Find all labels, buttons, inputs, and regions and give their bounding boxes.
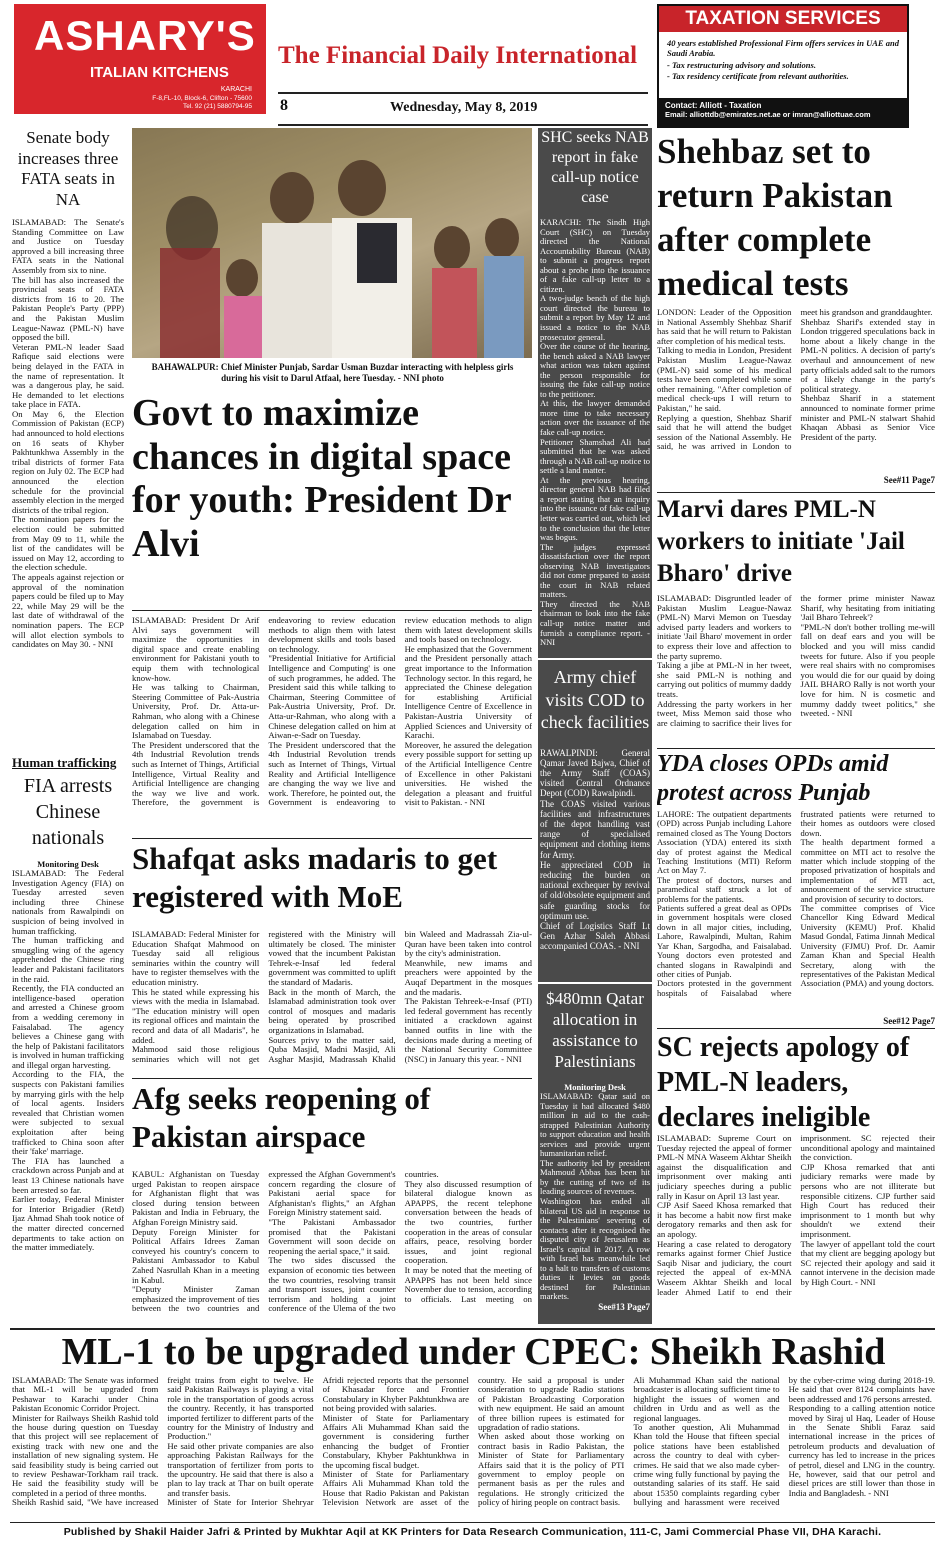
fia-story [12, 755, 124, 1320]
afg-body: KABUL: Afghanistan on Tuesday urged Pakistan to reopen airspace for Afghanistan flight that was closed during tension between Pakistan and India in February, the Afghan Foreign Ministry said. Deputy Foreign Minister for Political Affairs Idrees Zaman conveyed his country's concern to Pakistani Ambassador to Kabul Zahed Nasrullah Khan in a meeting in Kabul. "Deputy Minister Zaman emphasized the improvement of ties between the two countries and expressed the Afghan Government's concern regarding the closure of Pakistani aerial space for Afghanistan's flights," an Afghan Foreign Ministry statement said. "The Pakistani Ambassador promised that the Pakistani Government will soon decide on reopening the aerial space," it said. The two sides discussed the expansion of economic ties between the two countries, resolving transit and transport issues, joint counter terrorism and holding a joint conference of the Ulema of the two countries. They also discussed resumption of bilateral dialogue known as APAPPS, the recent telephone conversation between the heads of the two countries, further cooperation in the areas of consular affairs, peace, resolving border issues, and joint regional cooperation. It may be noted that the meeting of APAPPS has not been held since November due to tension, according to officials. Last meeting on [132, 1169, 532, 1314]
yda-story [657, 748, 935, 1028]
imprint-footer: Published by Shakil Haider Jafri & Printed by Mukhtar Aqil at KK Printers for Data Research Communication, 111-C, Jami Commercial Phase VII, DHA Karachi. [63, 1526, 882, 1538]
ad-city: KARACHI [220, 86, 252, 93]
shc-body: KARACHI: The Sindh High Court (SHC) on Tuesday directed the National Accountability Bureau (NAB) to submit a progress report about a probe into the issuance of a fake call-up letter to a citizen. A two-judge bench of the high court directed the bureau to submit a report by May 12 and issued a notice to the NAB prosecutor general. Over the course of the hearing, the bench asked a NAB lawyer what action was taken against the person responsible for issuing the fake call-up notice to the petitioner. At this, the lawyer demanded more time to take necessary action over the issuance of the fake call-up notice. Petitioner Shamshad Ali had submitted that he was asked through a NAB call-up notice to settle a land matter. At the previous hearing, director general NAB had filed a report stating that an inquiry into the issuance of fake call-up letter was carried out, which led to the conclusion that the letter was bogus. The judges expressed dissatisfaction over the report observing NAB investigators did not come prepared to assist the court in NAB related matters. They directed the NAB chairman to look into the fake call-up notice matter and furnish a compliance report. - NNI [540, 217, 650, 648]
sc-body: ISLAMABAD: Supreme Court on Tuesday rejected the appeal of former PML-N MNA Waseem Akhtar Sheikh against the disqualification and imprisonment over making anti judiciary speeches during a public rally in Kasur on April 13 last year. CJP Asif Saeed Khosa remarked that it has become a habit now first make derogatory remarks and then ask for an apology. Hearing a case related to derogatory remarks against former Chief Justice Saqib Nisar and judiciary, the court rejected the appeal of ex-MNA Waseem Akhtar Sheikh and local leader Ahmed Latif to end their imprisonment. SC rejected their unconditional apology and maintained the conviction. CJP Khosa remarked that anti judiciary remarks were made by persons who are not illiterate but responsible citizens. CJP further said High Court has reduced their imprisonment to 1 month but why shouldn't we extend their imprisonment. The lawyer of appellant told the court that my client are begging apology but SC rejected their apology and said it cannot intervene in the decision made by High Court. - NNI [657, 1133, 935, 1297]
army-headline: Army chief visits COD to check facilities [540, 667, 650, 732]
afg-story [132, 1078, 532, 1323]
alvi-story [132, 392, 532, 837]
tax-ad-title: TAXATION SERVICES [659, 6, 907, 32]
fia-body: ISLAMABAD: The Federal Investigation Agency (FIA) on Tuesday arrested seven including three Chinese nationals from Rawalpindi on suspicion of being involved in human trafficking. The human trafficking and smuggling wing of the agency apprehended the Chinese ring leader and Pakistani facilitators in the raid. Recently, the FIA conducted an intelligence-based operation and arrested a Chinese groom from a wedding ceremony in Faisalabad. The agency believes a Chinese gang with the help of Pakistani facilitators is involved in human trafficking and illegal organ harvesting. According to the FIA, the suspects con Pakistani families by marrying girls with the help of local agents. Insiders revealed that Christian women were subjected to sexual exploitation after being trafficked to China soon after their 'fake' marriage. The FIA has launched a crackdown across Punjab and at least 13 Chinese nationals have been arrested so far. Earlier today, Federal Minister for Interior Brigadier (Retd) Ijaz Ahmad Shah took notice of the matter directed concerned departments to take action on the matter immediately. [12, 868, 124, 1253]
fia-kicker: Human trafficking [12, 755, 117, 770]
shehbaz-continued: See#11 Page7 [883, 475, 935, 485]
photo-figures [132, 128, 532, 358]
afg-headline: Afg seeks reopening of Pakistan airspace [132, 1081, 431, 1154]
senate-headline: Senate body increases three FATA seats in NA [17, 128, 119, 209]
marvi-headline: Marvi dares PML-N workers to initiate 'Jail Bharo' drive [657, 496, 905, 587]
tax-ad-line2: - Tax restructuring advisory and solutions. [667, 60, 816, 70]
shc-headline: SHC seeks NAB report in fake call-up notice case [541, 129, 649, 206]
fia-headline: FIA arrests Chinese nationals [23, 775, 113, 849]
tax-ad-email: Email: alliottdb@emirates.net.ae or imran@alliottuae.com [665, 110, 871, 119]
shafqat-story [132, 838, 532, 1073]
shc-story [538, 128, 652, 658]
sc-story [657, 1028, 935, 1328]
ml1-body: ISLAMABAD: The Senate was informed that ML-1 will be upgraded from Peshawar to Karachi under China Pakistan Economic Corridor Project. Minister for Railways Sheikh Rashid told the house during question on Tuesday that this project will see replacement of existing track with new one and the installation of new signaling system. He said feasibility study is being carried out to review Peshawar-Torkham rail track. He said the feasibility study will be completed in a period of three months. Sheikh Rashid said, "We have increased freight trains from eight to twelve. He said Pakistan Railways is playing a vital role in the transportation of goods across the country. Recently, it has transported imported fertilizer to different parts of the country for the Ministry of Industry and Production." He said other private companies are also approaching Pakistan Railways for the transportation of fertilizer from ports to the upcountry. He said that there is also a plan to lay track at Thar on built operate and transfer basis. Minister of State for Interior Shehryar Afridi rejected reports that the personnel of Khasadar force and Frontier Constabulary in Khyber Pakhtunkhwa are not being provided with salaries. Minister of State for Parliamentary Affairs Ali Muhammad Khan said the government is considering further enhancing the budget of Frontier Constabulary, Khyber Pakhtunkhwa in the upcoming fiscal budget. Minister of State for Parliamentary Affairs Ali Muhammad Khan told the House that Radio Pakistan and Pakistan Television Network are asset of the country. He said a proposal is under consideration to upgrade Radio stations of Pakistan Broadcasting Corporation with new equipment. He said an amount of three billion rupees is estimated for upgradation of radio stations. When asked about those working on contract basis in Radio Pakistan, the Minister of State for Parliamentary Affairs said that it is the policy of PTI government to employ people on permanent basis as per the rules and regulations. He strongly criticized the policy of hiring people on contract basis. Ali Muhammad Khan said the national broadcaster is allocating sufficient time to highlight the issues of women and children in Urdu and as well as the regional languages. To another question, Ali Muhammad Khan told the House that fifteen special police stations have been established across the country to deal with cyber-crimes. He said that we also made cyber-crime wing fully functional by paying the outstanding salaries of its staff. He said about 15350 complaints regarding cyber bullying and harassment were received by the cyber-crime wing during 2018-19. He said that over 8124 complaints have been addressed and 176 persons arrested. Responding to a calling attention notice moved by Siraj ul Haq, Leader of House in the Senate Shibli Faraz said international increase in the prices of petroleum products and devaluation of currency has led to increase in the prices of petrol, diesel and LNG in the country. He, however, said that our petrol and diesel prices are still lower than those in India and Bangladesh. - NNI [12, 1375, 935, 1508]
shehbaz-body: LONDON: Leader of the Opposition in National Assembly Shehbaz Sharif has said that he will return to Pakistan after completion of his medical tests. Talking to media in London, President Pakistan Muslim League-Nawaz (PML-N) said some of his medical tests have been completed while some other remaining. "After completion of medical check-ups I will return to Pakistan," he said. Replying a question, Shehbaz Sharif said that he will attend the budget session of the National Assembly. He said, he was arrived in London to meet his grandson and granddaughter. Shehbaz Sharif's extended stay in London triggered speculations back in home about a likely change in the PML-N politics. A decision of party's overhaul and announcement of new party officials added salt to the rumors of a likely change in the party's political strategy. Shehbaz Sharif in a statement announced to nominate former prime minister and PML-N stalwart Shahid Khaqan Abbasi as Senior Vice President of the party. [657, 307, 935, 452]
ml1-headline: ML-1 to be upgraded under CPEC: Sheikh Rashid [61, 1331, 886, 1373]
shafqat-headline: Shafqat asks madaris to get registered with MoE [132, 841, 498, 914]
tax-ad-line1: 40 years established Professional Firm offers services in UAE and Saudi Arabia. [667, 38, 899, 58]
qatar-byline: Monitoring Desk [564, 1082, 626, 1092]
shehbaz-headline: Shehbaz set to return Pakistan after complete medical tests [657, 132, 893, 303]
yda-headline: YDA closes OPDs amid protest across Punjab [657, 751, 889, 806]
issue-date: Wednesday, May 8, 2019 [390, 100, 538, 115]
senate-body: ISLAMABAD: The Senate's Standing Committee on Law and Justice on Tuesday approved a bill increasing three FATA seats in the National Assembly from six to nine. The bill has also increased the provincial seats of FATA districts from 16 to 20. The Pakistan People's Party (PPP) and the Pakistan Muslim League-Nawaz (PML-N) have opposed the bill. Veteran PML-N leader Saad Rafique said elections were being delayed in the FATA in the name of representation. It was a dangerous play, he said. He demanded to let elections take place in FATA. On May 6, the Election Commission of Pakistan (ECP) had announced to hold elections on 16 seats of Khyber Pakhtunkhwa Assembly in the tribal districts of former Fata region on July 02. The ECP had announced the election schedule for the provincial assembly election in the merged districts of the tribal region. The nomination papers for the election could be submitted from May 09 to 11, while the list of the candidates will be issued on May 12, according to the election schedule. The appeals against rejection or approval of the nomination papers could be filed up to May 22, while May 29 will be the last date of withdrawal of the nomination papers. The ECP will allot election symbols to candidates on May 30. - NNI [12, 217, 124, 650]
alvi-headline: Govt to maximize chances in digital space for youth: President Dr Alvi [132, 392, 511, 565]
ml1-story [12, 1330, 935, 1520]
marvi-story [657, 492, 935, 752]
masthead-title: The Financial Daily International [278, 42, 638, 69]
shafqat-body: ISLAMABAD: Federal Minister for Education Shafqat Mahmood on Tuesday said all religious seminaries within the country will have to register themselves with the education ministry. This he stated while expressing his views with the media in Islamabad. "The education ministry will open its regional offices and maintain the record and data of all Madaris", he added. Mahmood said those religious seminaries which will not get registered with the Ministry will ultimately be closed. The minister vowed that the incumbent Pakistan Tehrek-e-Insaf led federal government was committed to uplift the standard of Madaris. Back in the month of March, the Islamabad administration took over control of mosques and madaris being operated by proscribed organizations in Islamabad. Sources privy to the matter said, Quba Masjid, Madni Masjid, Ali Asghar Masjid, Madrassah Khalid bin Waleed and Madrassah Zia-ul-Quran have been taken into control by the city's administration. Meanwhile, new imams and preachers were appointed by the Auqaf Department in the mosques and the madaris. The Pakistan Tehreek-e-Insaf (PTI) led federal government has recently initiated a crackdown against banned outfits in line with the decisions made during a meeting of the National Security Committee (NSC) in January this year. - NNI [132, 929, 532, 1064]
tax-ad-contact: Contact: Alliott - Taxation [665, 101, 762, 110]
qatar-headline: $480mn Qatar allocation in assistance to Palestinians [546, 989, 644, 1071]
army-body: RAWALPINDI: General Qamar Javed Bajwa, Chief of the Army Staff (COAS) visited Central Ordnance Depot (COD) Rawalpindi. The COAS visited various facilities and infrastructures of the depot handling vast range of specialised equipment and clothing items for Army. He appreciated COD in reducing the burden on national exchequer by revival of old/obsolete equipment and safe guarding stocks for optimum use. Chief of Logistics Staff Lt Gen Azhar Saleh Abbasi accompanied COAS. - NNI [540, 747, 650, 952]
qatar-continued: See#13 Page7 [598, 1302, 650, 1313]
page-number: 8 [280, 97, 288, 114]
qatar-story [538, 984, 652, 1324]
yda-body: LAHORE: The outpatient departments (OPD) across Punjab including Lahore remained closed as The Young Doctors Association (YDA) entered its sixth day of protest against the Medical Teaching Institutions (MTI) Reform Act on May 7. The protest of doctors, nurses and paramedical staff struck a lot of problems for the patients. Patients suffered a great deal as OPDs in government hospitals were closed down in all major cities, including, Lahore, Rawalpindi, Multan, Rahim Yar Khan, Sargodha, and Faisalabad. Young doctors even protested and chanted slogans in Rawalpindi and other cities of Punjab. Doctors protested in the government hospitals of Faisalabad where frustrated patients were returned to their homes as outdoors were closed down. The health department formed a committee on MTI act to resolve the matter which include stopping of the proposed privatization of hospitals and implementation of MTI act, announcement of the service structure and provision of security to doctors. The committee comprises of Vice Chancellor King Edward Medical University (KEMU) Prof. Khalid Masud Gondal, Fatima Jinnah Medical University (FJMU) Prof. Dr. Aamir Zaman Khan and Special Health Secretary, along with the representatives of the Pakistan Medical Association (PMA) and young doctors. [657, 809, 935, 998]
yda-continued: See#12 Page7 [883, 1016, 935, 1026]
ad-brand: ASHARY'S [34, 12, 256, 59]
army-story [538, 660, 652, 982]
alvi-body: ISLAMABAD: President Dr Arif Alvi says government will maximize the opportunities in digital space and create enabling environment for Pakistani youth to equip them with technological know-how. He was talking to Chairman, Steering Committee of Pak-Austria University, Prof. Dr. Atta-ur-Rahman, who along with a Chinese delegation called on him in Islamabad on Tuesday. The President underscored that the 4th Industrial Revolution trends such as Internet of Things, Artificial Intelligence, Virtual Reality and Artificial Intelligence are changing the way we live and work. Therefore, the government is endeavoring to review education methods to align them with latest development skills and tools based on technology. "Presidential Initiative for Artificial Intelligence and Computing' is one of such programmes, he added. The President said this while talking to Chairman, Steering Committee of Pak-Austria University, Prof. Dr. Atta-ur-Rahman, who along with a Chinese delegation called on him at Aiwan-e-Sadr on Tuesday. The President underscored that the 4th Industrial Revolution trends such as Internet of Things, Virtual Reality and Artificial Intelligence are changing the way we live and work. Therefore, he pointed out, the Government is endeavoring to review education methods to align them with latest development skills and tools based on technology. He emphasized that the Government and the President personally attach great importance to the Information Technology sector. In this regard, he appreciated the Chinese delegation for establishing Artificial Intelligence Centre of Excellence in Pakistan-Austria University of Applied Sciences and University of Karachi. Moreover, he assured the delegation every possible support for setting up of the Artificial Intelligence Centre of Excellence in other Pakistani universities. He wished the delegation a pleasant and fruitful visit to Pakistan. - NNI [132, 615, 532, 808]
ad-phone: Tel. 92 (21) 5880794-95 [182, 103, 252, 110]
ashary-ad [14, 4, 266, 114]
fia-byline: Monitoring Desk [37, 859, 99, 869]
tax-ad-line3: - Tax residency certificate from relevant authorities. [667, 71, 849, 81]
shehbaz-story [657, 130, 935, 490]
masthead [270, 4, 650, 126]
ad-address: F-8,FL-10, Block-6, Clifton - 75600 [152, 95, 252, 102]
marvi-body: ISLAMABAD: Disgruntled leader of Pakistan Muslim League-Nawaz (PML-N) Marvi Memon on Tuesday advised party leaders and workers to initiate 'Jail Bharo' movement in order to express their love and affection to the party supremo. Taking a jibe at PML-N in her tweet, she said PML-N is nothing and carrying out politics of mummy daddy treats. Addressing the party workers in her tweet, Miss Memon said those who are claiming to sacrifice their lives for the former prime minister Nawaz Sharif, why hesitating from initiating 'Jail Bharo Tehreek'? "PML-N don't bother trolling me-will fall on deaf ears and you will be blocked and you will miss candid tweets for future. Also if you people were real shairs with no compromises you would die for our quaid by doing JAIL BHARO Rally is not worth your love for him. N is cosmetic and mummy daddy tweet politics," she tweeted. - NNI [657, 593, 935, 728]
ad-tagline: ITALIAN KITCHENS [90, 64, 229, 81]
senate-story [12, 128, 124, 748]
photo-caption: BAHAWALPUR: Chief Minister Punjab, Sardar Usman Buzdar interacting with helpless girls during his visit to Darul Atfaal, here Tuesday. - NNI photo [151, 362, 514, 383]
sc-headline: SC rejects apology of PML-N leaders, declares ineligible [657, 1032, 910, 1133]
qatar-body: ISLAMABAD: Qatar said on Tuesday it had allocated $480 million in aid to the cash-strapped Palestinian Authority to support education and health services and provide urgent humanitarian relief. The authority led by president Mahmoud Abbas has been hit by the cutting of two of its leading sources of revenues. Washington has ended all bilateral US aid in response to the Palestinians' severing of contacts after it recognised the disputed city of Jerusalem as Israel's capital in 2017. A row with Israel has meanwhile led to a halt to transfers of customs duties it levies on goods destined for Palestinian markets. [540, 1091, 650, 1302]
taxation-ad [657, 4, 909, 128]
news-photo [132, 128, 532, 358]
